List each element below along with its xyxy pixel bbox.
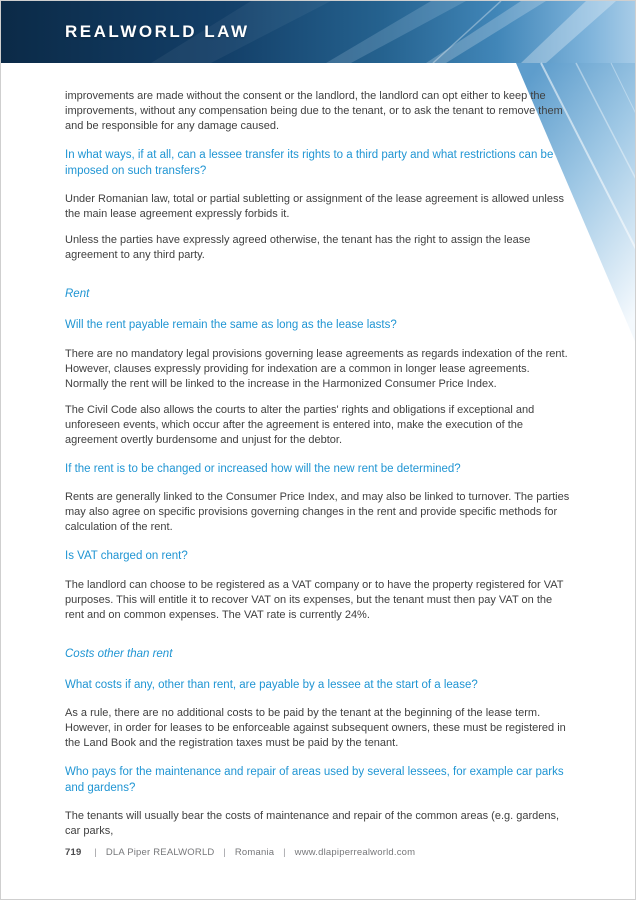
- brand-title: REALWORLD LAW: [65, 22, 250, 41]
- footer-separator: |: [223, 847, 227, 858]
- paragraph: As a rule, there are no additional costs to be paid by the tenant at the beginning of the lease term. However, in order for leases to be enforceable against subsequent owners, these must be registered in the Land Book and the registration taxes must be paid by the tenant.: [65, 707, 566, 749]
- footer-separator: |: [283, 847, 286, 858]
- page-content: [65, 89, 573, 850]
- footer-separator: |: [94, 847, 97, 858]
- question-heading: Will the rent payable remain the same as long as the lease lasts?: [65, 319, 397, 331]
- question-heading: Who pays for the maintenance and repair of areas used by several lessees, for example car parks and gardens?: [65, 766, 564, 794]
- page-footer: [65, 847, 415, 858]
- paragraph: Rents are generally linked to the Consumer Price Index, and may also be linked to turnover. The parties may also agree on specific provisions governing changes in the rent and provide specific methods for calculation of the rent.: [65, 491, 570, 533]
- paragraph: Under Romanian law, total or partial subletting or assignment of the lease agreement is allowed unless the main lease agreement expressly forbids it.: [65, 193, 564, 220]
- footer-country: Romania: [234, 847, 275, 858]
- paragraph: There are no mandatory legal provisions governing lease agreements as regards indexation of the rent. However, clauses expressly providing for indexation are a common in longer lease agreements. Normally the rent will be linked to the increase in the Harmonized Consumer Price Index.: [65, 347, 568, 390]
- footer-brand: DLA Piper REALWORLD: [105, 847, 215, 858]
- paragraph: The landlord can choose to be registered as a VAT company or to have the property registered for VAT purposes. This will entitle it to recover VAT on its expenses, but the tenant must then pay VAT on the rent and on common expenses. The VAT rate is currently 24%.: [65, 578, 564, 621]
- section-heading: Costs other than rent: [65, 647, 173, 660]
- paragraph: The Civil Code also allows the courts to alter the parties' rights and obligations if exceptional and unforeseen events, which occur after the agreement is entered into, make the execution of the agreement overtly burdensome and unjust for the debtor.: [65, 403, 535, 446]
- section-heading: Rent: [65, 288, 90, 300]
- question-heading: In what ways, if at all, can a lessee transfer its rights to a third party and what restrictions can be imposed on such transfers?: [65, 149, 554, 177]
- footer-url: www.dlapiperrealworld.com: [294, 847, 416, 858]
- paragraph: The tenants will usually bear the costs of maintenance and repair of the common areas (e.g. gardens, car parks,: [65, 810, 560, 837]
- question-heading: If the rent is to be changed or increased how will the new rent be determined?: [65, 462, 461, 475]
- question-heading: Is VAT charged on rent?: [65, 550, 188, 562]
- page-number: 719: [65, 847, 82, 858]
- paragraph: Unless the parties have expressly agreed otherwise, the tenant has the right to assign the lease agreement to any third party.: [65, 234, 531, 261]
- paragraph: improvements are made without the consent or the landlord, the landlord can opt either to keep the improvements, without any compensation being due to the tenant, or to ask the tenant to remove them and be responsible for any damage caused.: [65, 90, 563, 132]
- question-heading: What costs if any, other than rent, are payable by a lessee at the start of a lease?: [65, 678, 478, 691]
